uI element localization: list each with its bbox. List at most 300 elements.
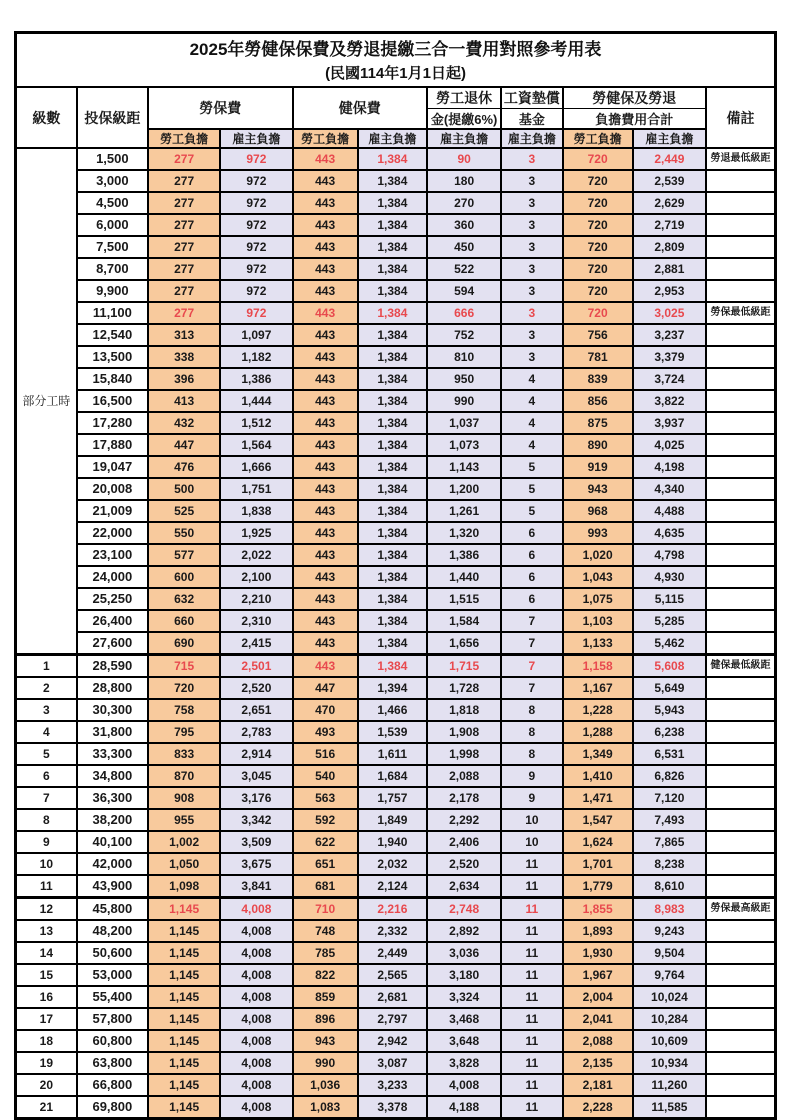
cell-labor-insurance-employee: 550 bbox=[148, 522, 220, 544]
cell-labor-insurance-employee: 1,145 bbox=[148, 898, 220, 921]
fee-reference-table bbox=[14, 31, 777, 1120]
cell-labor-insurance-employer: 972 bbox=[220, 192, 292, 214]
cell-pension-employer: 3,180 bbox=[427, 964, 501, 986]
cell-pension-employer: 1,200 bbox=[427, 478, 501, 500]
cell-labor-insurance-employee: 277 bbox=[148, 192, 220, 214]
cell-insured-bracket: 63,800 bbox=[77, 1052, 148, 1074]
table-row bbox=[16, 942, 776, 964]
cell-remark bbox=[706, 566, 775, 588]
cell-labor-insurance-employer: 3,045 bbox=[220, 765, 292, 787]
cell-remark bbox=[706, 390, 775, 412]
cell-level: 7 bbox=[16, 787, 77, 809]
cell-pension-employer: 1,818 bbox=[427, 699, 501, 721]
cell-insured-bracket: 28,590 bbox=[77, 655, 148, 678]
cell-health-insurance-employee: 443 bbox=[293, 390, 358, 412]
cell-labor-insurance-employee: 1,145 bbox=[148, 920, 220, 942]
cell-insured-bracket: 45,800 bbox=[77, 898, 148, 921]
cell-total-employee: 1,167 bbox=[563, 677, 633, 699]
cell-health-insurance-employer: 2,681 bbox=[358, 986, 427, 1008]
cell-labor-insurance-employee: 908 bbox=[148, 787, 220, 809]
table-row bbox=[16, 809, 776, 831]
cell-labor-insurance-employee: 277 bbox=[148, 302, 220, 324]
cell-total-employer: 8,983 bbox=[633, 898, 706, 921]
cell-remark bbox=[706, 192, 775, 214]
table-row bbox=[16, 456, 776, 478]
cell-health-insurance-employee: 470 bbox=[293, 699, 358, 721]
cell-total-employee: 2,135 bbox=[563, 1052, 633, 1074]
cell-insured-bracket: 34,800 bbox=[77, 765, 148, 787]
cell-health-insurance-employee: 443 bbox=[293, 655, 358, 678]
cell-health-insurance-employee: 943 bbox=[293, 1030, 358, 1052]
cell-health-insurance-employee: 493 bbox=[293, 721, 358, 743]
cell-pension-employer: 2,634 bbox=[427, 875, 501, 898]
cell-pension-employer: 1,073 bbox=[427, 434, 501, 456]
cell-remark bbox=[706, 456, 775, 478]
cell-labor-insurance-employer: 2,520 bbox=[220, 677, 292, 699]
cell-labor-insurance-employer: 3,176 bbox=[220, 787, 292, 809]
cell-remark bbox=[706, 412, 775, 434]
cell-labor-insurance-employee: 660 bbox=[148, 610, 220, 632]
cell-health-insurance-employee: 443 bbox=[293, 258, 358, 280]
header-pension-employer-share: 雇主負擔 bbox=[427, 129, 501, 148]
cell-wage-fund-employer: 3 bbox=[501, 324, 562, 346]
cell-pension-employer: 666 bbox=[427, 302, 501, 324]
cell-pension-employer: 990 bbox=[427, 390, 501, 412]
cell-remark bbox=[706, 368, 775, 390]
cell-insured-bracket: 57,800 bbox=[77, 1008, 148, 1030]
cell-insured-bracket: 66,800 bbox=[77, 1074, 148, 1096]
cell-wage-fund-employer: 5 bbox=[501, 478, 562, 500]
cell-total-employee: 856 bbox=[563, 390, 633, 412]
cell-level: 12 bbox=[16, 898, 77, 921]
cell-labor-insurance-employee: 277 bbox=[148, 170, 220, 192]
cell-total-employee: 2,181 bbox=[563, 1074, 633, 1096]
cell-labor-insurance-employee: 577 bbox=[148, 544, 220, 566]
header-total-line1: 勞健保及勞退 bbox=[563, 87, 707, 109]
cell-health-insurance-employee: 443 bbox=[293, 368, 358, 390]
header-health-insurance: 健保費 bbox=[293, 87, 427, 129]
cell-remark bbox=[706, 1074, 775, 1096]
cell-labor-insurance-employer: 4,008 bbox=[220, 986, 292, 1008]
cell-remark bbox=[706, 1096, 775, 1119]
header-total-employer-share: 雇主負擔 bbox=[633, 129, 706, 148]
cell-pension-employer: 450 bbox=[427, 236, 501, 258]
cell-labor-insurance-employee: 1,145 bbox=[148, 1030, 220, 1052]
cell-health-insurance-employer: 2,565 bbox=[358, 964, 427, 986]
cell-pension-employer: 1,908 bbox=[427, 721, 501, 743]
cell-total-employer: 2,539 bbox=[633, 170, 706, 192]
cell-labor-insurance-employer: 2,651 bbox=[220, 699, 292, 721]
table-row bbox=[16, 280, 776, 302]
cell-health-insurance-employee: 443 bbox=[293, 632, 358, 655]
cell-labor-insurance-employer: 2,501 bbox=[220, 655, 292, 678]
cell-wage-fund-employer: 4 bbox=[501, 390, 562, 412]
cell-labor-insurance-employer: 1,838 bbox=[220, 500, 292, 522]
cell-health-insurance-employee: 443 bbox=[293, 302, 358, 324]
cell-total-employer: 6,826 bbox=[633, 765, 706, 787]
cell-total-employer: 5,608 bbox=[633, 655, 706, 678]
cell-health-insurance-employee: 1,083 bbox=[293, 1096, 358, 1119]
cell-pension-employer: 3,648 bbox=[427, 1030, 501, 1052]
cell-pension-employer: 3,324 bbox=[427, 986, 501, 1008]
cell-insured-bracket: 13,500 bbox=[77, 346, 148, 368]
cell-wage-fund-employer: 5 bbox=[501, 456, 562, 478]
cell-insured-bracket: 9,900 bbox=[77, 280, 148, 302]
cell-level: 3 bbox=[16, 699, 77, 721]
cell-total-employer: 3,237 bbox=[633, 324, 706, 346]
cell-health-insurance-employee: 681 bbox=[293, 875, 358, 898]
cell-labor-insurance-employer: 1,182 bbox=[220, 346, 292, 368]
cell-pension-employer: 3,468 bbox=[427, 1008, 501, 1030]
table-row bbox=[16, 1008, 776, 1030]
cell-wage-fund-employer: 11 bbox=[501, 853, 562, 875]
cell-labor-insurance-employee: 1,098 bbox=[148, 875, 220, 898]
cell-wage-fund-employer: 11 bbox=[501, 920, 562, 942]
cell-labor-insurance-employer: 1,925 bbox=[220, 522, 292, 544]
table-row bbox=[16, 324, 776, 346]
cell-total-employer: 7,493 bbox=[633, 809, 706, 831]
cell-labor-insurance-employer: 4,008 bbox=[220, 920, 292, 942]
header-pension-line1: 勞工退休 bbox=[427, 87, 501, 109]
cell-wage-fund-employer: 8 bbox=[501, 721, 562, 743]
cell-total-employee: 781 bbox=[563, 346, 633, 368]
cell-total-employer: 8,238 bbox=[633, 853, 706, 875]
cell-remark bbox=[706, 721, 775, 743]
cell-total-employee: 1,471 bbox=[563, 787, 633, 809]
cell-total-employee: 720 bbox=[563, 148, 633, 170]
cell-level: 6 bbox=[16, 765, 77, 787]
cell-remark bbox=[706, 809, 775, 831]
cell-insured-bracket: 33,300 bbox=[77, 743, 148, 765]
cell-health-insurance-employee: 443 bbox=[293, 456, 358, 478]
table-row bbox=[16, 743, 776, 765]
cell-insured-bracket: 38,200 bbox=[77, 809, 148, 831]
cell-insured-bracket: 12,540 bbox=[77, 324, 148, 346]
cell-total-employee: 1,133 bbox=[563, 632, 633, 655]
cell-health-insurance-employer: 1,384 bbox=[358, 280, 427, 302]
cell-health-insurance-employer: 1,384 bbox=[358, 236, 427, 258]
cell-labor-insurance-employer: 1,564 bbox=[220, 434, 292, 456]
cell-level: 2 bbox=[16, 677, 77, 699]
cell-labor-insurance-employee: 1,145 bbox=[148, 986, 220, 1008]
cell-labor-insurance-employer: 4,008 bbox=[220, 964, 292, 986]
cell-insured-bracket: 48,200 bbox=[77, 920, 148, 942]
cell-total-employer: 9,504 bbox=[633, 942, 706, 964]
cell-total-employee: 1,288 bbox=[563, 721, 633, 743]
header-wage-fund-line2: 基金 bbox=[501, 109, 562, 130]
cell-total-employee: 919 bbox=[563, 456, 633, 478]
cell-labor-insurance-employee: 690 bbox=[148, 632, 220, 655]
cell-pension-employer: 2,178 bbox=[427, 787, 501, 809]
cell-total-employer: 10,284 bbox=[633, 1008, 706, 1030]
cell-wage-fund-employer: 6 bbox=[501, 566, 562, 588]
cell-pension-employer: 3,828 bbox=[427, 1052, 501, 1074]
cell-level: 9 bbox=[16, 831, 77, 853]
cell-total-employer: 8,610 bbox=[633, 875, 706, 898]
cell-total-employer: 9,243 bbox=[633, 920, 706, 942]
page-subtitle: (民國114年1月1日起) bbox=[325, 64, 466, 82]
cell-total-employee: 720 bbox=[563, 280, 633, 302]
cell-health-insurance-employer: 1,384 bbox=[358, 148, 427, 170]
cell-labor-insurance-employer: 2,022 bbox=[220, 544, 292, 566]
cell-total-employee: 2,041 bbox=[563, 1008, 633, 1030]
cell-insured-bracket: 20,008 bbox=[77, 478, 148, 500]
cell-pension-employer: 1,998 bbox=[427, 743, 501, 765]
cell-health-insurance-employee: 443 bbox=[293, 324, 358, 346]
cell-total-employee: 720 bbox=[563, 192, 633, 214]
cell-labor-insurance-employee: 870 bbox=[148, 765, 220, 787]
cell-labor-insurance-employee: 277 bbox=[148, 148, 220, 170]
cell-total-employee: 968 bbox=[563, 500, 633, 522]
cell-health-insurance-employee: 443 bbox=[293, 148, 358, 170]
cell-labor-insurance-employer: 3,509 bbox=[220, 831, 292, 853]
cell-total-employer: 4,930 bbox=[633, 566, 706, 588]
table-body bbox=[16, 148, 776, 1119]
cell-pension-employer: 2,748 bbox=[427, 898, 501, 921]
cell-insured-bracket: 36,300 bbox=[77, 787, 148, 809]
table-row bbox=[16, 478, 776, 500]
cell-pension-employer: 2,292 bbox=[427, 809, 501, 831]
cell-labor-insurance-employee: 1,145 bbox=[148, 1096, 220, 1119]
cell-wage-fund-employer: 3 bbox=[501, 214, 562, 236]
cell-wage-fund-employer: 5 bbox=[501, 500, 562, 522]
cell-health-insurance-employer: 2,449 bbox=[358, 942, 427, 964]
cell-wage-fund-employer: 4 bbox=[501, 368, 562, 390]
cell-insured-bracket: 15,840 bbox=[77, 368, 148, 390]
cell-pension-employer: 1,386 bbox=[427, 544, 501, 566]
cell-labor-insurance-employee: 1,145 bbox=[148, 1052, 220, 1074]
cell-total-employer: 6,238 bbox=[633, 721, 706, 743]
cell-total-employee: 720 bbox=[563, 170, 633, 192]
cell-labor-insurance-employee: 1,050 bbox=[148, 853, 220, 875]
cell-health-insurance-employee: 443 bbox=[293, 412, 358, 434]
cell-pension-employer: 1,656 bbox=[427, 632, 501, 655]
cell-labor-insurance-employer: 3,841 bbox=[220, 875, 292, 898]
cell-total-employer: 4,025 bbox=[633, 434, 706, 456]
cell-wage-fund-employer: 3 bbox=[501, 280, 562, 302]
cell-health-insurance-employee: 540 bbox=[293, 765, 358, 787]
cell-wage-fund-employer: 11 bbox=[501, 1096, 562, 1119]
cell-total-employee: 1,228 bbox=[563, 699, 633, 721]
cell-pension-employer: 270 bbox=[427, 192, 501, 214]
cell-health-insurance-employer: 1,384 bbox=[358, 302, 427, 324]
cell-wage-fund-employer: 7 bbox=[501, 610, 562, 632]
cell-level: 5 bbox=[16, 743, 77, 765]
cell-total-employer: 4,635 bbox=[633, 522, 706, 544]
cell-labor-insurance-employer: 972 bbox=[220, 148, 292, 170]
cell-wage-fund-employer: 7 bbox=[501, 677, 562, 699]
cell-health-insurance-employer: 1,384 bbox=[358, 522, 427, 544]
cell-total-employee: 1,967 bbox=[563, 964, 633, 986]
cell-remark bbox=[706, 522, 775, 544]
cell-labor-insurance-employer: 1,512 bbox=[220, 412, 292, 434]
cell-insured-bracket: 1,500 bbox=[77, 148, 148, 170]
cell-remark bbox=[706, 942, 775, 964]
cell-labor-insurance-employee: 313 bbox=[148, 324, 220, 346]
table-row bbox=[16, 522, 776, 544]
table-row bbox=[16, 390, 776, 412]
cell-health-insurance-employer: 1,384 bbox=[358, 324, 427, 346]
cell-remark bbox=[706, 743, 775, 765]
cell-wage-fund-employer: 10 bbox=[501, 831, 562, 853]
cell-remark: 健保最低級距 bbox=[706, 655, 775, 678]
cell-pension-employer: 810 bbox=[427, 346, 501, 368]
cell-total-employer: 2,953 bbox=[633, 280, 706, 302]
cell-health-insurance-employer: 1,384 bbox=[358, 368, 427, 390]
cell-wage-fund-employer: 3 bbox=[501, 258, 562, 280]
part-time-group-label: 部分工時 bbox=[16, 148, 77, 655]
cell-labor-insurance-employee: 277 bbox=[148, 258, 220, 280]
cell-health-insurance-employer: 1,849 bbox=[358, 809, 427, 831]
table-row bbox=[16, 544, 776, 566]
cell-remark bbox=[706, 1008, 775, 1030]
cell-remark bbox=[706, 765, 775, 787]
cell-wage-fund-employer: 8 bbox=[501, 743, 562, 765]
table-row bbox=[16, 170, 776, 192]
cell-labor-insurance-employee: 1,002 bbox=[148, 831, 220, 853]
cell-wage-fund-employer: 11 bbox=[501, 1074, 562, 1096]
cell-health-insurance-employee: 622 bbox=[293, 831, 358, 853]
cell-wage-fund-employer: 3 bbox=[501, 148, 562, 170]
cell-insured-bracket: 30,300 bbox=[77, 699, 148, 721]
cell-total-employee: 1,930 bbox=[563, 942, 633, 964]
cell-remark bbox=[706, 831, 775, 853]
cell-level: 8 bbox=[16, 809, 77, 831]
cell-total-employer: 4,198 bbox=[633, 456, 706, 478]
cell-labor-insurance-employee: 955 bbox=[148, 809, 220, 831]
cell-total-employer: 11,260 bbox=[633, 1074, 706, 1096]
cell-total-employer: 7,865 bbox=[633, 831, 706, 853]
cell-health-insurance-employer: 1,384 bbox=[358, 346, 427, 368]
cell-health-insurance-employer: 2,332 bbox=[358, 920, 427, 942]
cell-level: 18 bbox=[16, 1030, 77, 1052]
cell-remark bbox=[706, 632, 775, 655]
cell-insured-bracket: 40,100 bbox=[77, 831, 148, 853]
table-row bbox=[16, 236, 776, 258]
cell-total-employee: 2,088 bbox=[563, 1030, 633, 1052]
cell-remark bbox=[706, 853, 775, 875]
cell-health-insurance-employer: 2,032 bbox=[358, 853, 427, 875]
cell-health-insurance-employee: 710 bbox=[293, 898, 358, 921]
cell-labor-insurance-employer: 4,008 bbox=[220, 1074, 292, 1096]
cell-remark bbox=[706, 677, 775, 699]
cell-pension-employer: 950 bbox=[427, 368, 501, 390]
cell-total-employer: 3,937 bbox=[633, 412, 706, 434]
cell-labor-insurance-employer: 2,914 bbox=[220, 743, 292, 765]
cell-total-employer: 5,285 bbox=[633, 610, 706, 632]
cell-labor-insurance-employer: 2,415 bbox=[220, 632, 292, 655]
cell-health-insurance-employee: 443 bbox=[293, 280, 358, 302]
cell-wage-fund-employer: 6 bbox=[501, 522, 562, 544]
cell-total-employer: 9,764 bbox=[633, 964, 706, 986]
cell-level: 1 bbox=[16, 655, 77, 678]
cell-labor-insurance-employee: 720 bbox=[148, 677, 220, 699]
cell-health-insurance-employee: 516 bbox=[293, 743, 358, 765]
cell-health-insurance-employee: 443 bbox=[293, 478, 358, 500]
cell-labor-insurance-employee: 1,145 bbox=[148, 942, 220, 964]
cell-health-insurance-employer: 1,684 bbox=[358, 765, 427, 787]
cell-pension-employer: 4,008 bbox=[427, 1074, 501, 1096]
cell-wage-fund-employer: 3 bbox=[501, 346, 562, 368]
cell-total-employee: 1,893 bbox=[563, 920, 633, 942]
table-row bbox=[16, 831, 776, 853]
cell-wage-fund-employer: 3 bbox=[501, 192, 562, 214]
cell-health-insurance-employee: 443 bbox=[293, 236, 358, 258]
cell-pension-employer: 2,406 bbox=[427, 831, 501, 853]
cell-labor-insurance-employer: 972 bbox=[220, 170, 292, 192]
cell-total-employee: 1,701 bbox=[563, 853, 633, 875]
cell-health-insurance-employee: 859 bbox=[293, 986, 358, 1008]
cell-pension-employer: 752 bbox=[427, 324, 501, 346]
cell-health-insurance-employee: 443 bbox=[293, 192, 358, 214]
cell-remark bbox=[706, 214, 775, 236]
cell-health-insurance-employer: 3,378 bbox=[358, 1096, 427, 1119]
cell-labor-insurance-employee: 715 bbox=[148, 655, 220, 678]
header-hi-employee-share: 勞工負擔 bbox=[293, 129, 358, 148]
table-row bbox=[16, 566, 776, 588]
cell-total-employee: 1,349 bbox=[563, 743, 633, 765]
table-row bbox=[16, 302, 776, 324]
cell-health-insurance-employee: 563 bbox=[293, 787, 358, 809]
header-li-employee-share: 勞工負擔 bbox=[148, 129, 220, 148]
cell-total-employee: 2,004 bbox=[563, 986, 633, 1008]
cell-health-insurance-employee: 651 bbox=[293, 853, 358, 875]
table-row bbox=[16, 148, 776, 170]
cell-wage-fund-employer: 4 bbox=[501, 412, 562, 434]
cell-pension-employer: 180 bbox=[427, 170, 501, 192]
cell-labor-insurance-employee: 396 bbox=[148, 368, 220, 390]
cell-level: 20 bbox=[16, 1074, 77, 1096]
cell-wage-fund-employer: 7 bbox=[501, 632, 562, 655]
table-row bbox=[16, 986, 776, 1008]
header-total-line2: 負擔費用合計 bbox=[563, 109, 707, 130]
cell-level: 17 bbox=[16, 1008, 77, 1030]
cell-insured-bracket: 31,800 bbox=[77, 721, 148, 743]
cell-health-insurance-employee: 443 bbox=[293, 566, 358, 588]
cell-health-insurance-employer: 2,942 bbox=[358, 1030, 427, 1052]
cell-insured-bracket: 22,000 bbox=[77, 522, 148, 544]
table-row bbox=[16, 699, 776, 721]
cell-remark bbox=[706, 478, 775, 500]
cell-wage-fund-employer: 11 bbox=[501, 875, 562, 898]
cell-insured-bracket: 7,500 bbox=[77, 236, 148, 258]
cell-labor-insurance-employee: 1,145 bbox=[148, 1074, 220, 1096]
cell-health-insurance-employer: 1,384 bbox=[358, 588, 427, 610]
cell-health-insurance-employer: 1,394 bbox=[358, 677, 427, 699]
cell-health-insurance-employee: 592 bbox=[293, 809, 358, 831]
cell-total-employer: 2,881 bbox=[633, 258, 706, 280]
cell-health-insurance-employer: 1,757 bbox=[358, 787, 427, 809]
cell-remark bbox=[706, 1052, 775, 1074]
cell-remark bbox=[706, 875, 775, 898]
cell-labor-insurance-employee: 338 bbox=[148, 346, 220, 368]
cell-health-insurance-employer: 1,384 bbox=[358, 566, 427, 588]
table-row bbox=[16, 500, 776, 522]
cell-total-employee: 943 bbox=[563, 478, 633, 500]
cell-insured-bracket: 17,280 bbox=[77, 412, 148, 434]
cell-wage-fund-employer: 6 bbox=[501, 588, 562, 610]
cell-health-insurance-employer: 1,384 bbox=[358, 655, 427, 678]
cell-health-insurance-employer: 1,466 bbox=[358, 699, 427, 721]
cell-insured-bracket: 8,700 bbox=[77, 258, 148, 280]
cell-total-employer: 11,585 bbox=[633, 1096, 706, 1119]
cell-total-employer: 10,609 bbox=[633, 1030, 706, 1052]
table-title-block bbox=[16, 33, 776, 88]
cell-total-employee: 1,779 bbox=[563, 875, 633, 898]
cell-wage-fund-employer: 6 bbox=[501, 544, 562, 566]
cell-labor-insurance-employer: 972 bbox=[220, 280, 292, 302]
cell-total-employer: 4,488 bbox=[633, 500, 706, 522]
